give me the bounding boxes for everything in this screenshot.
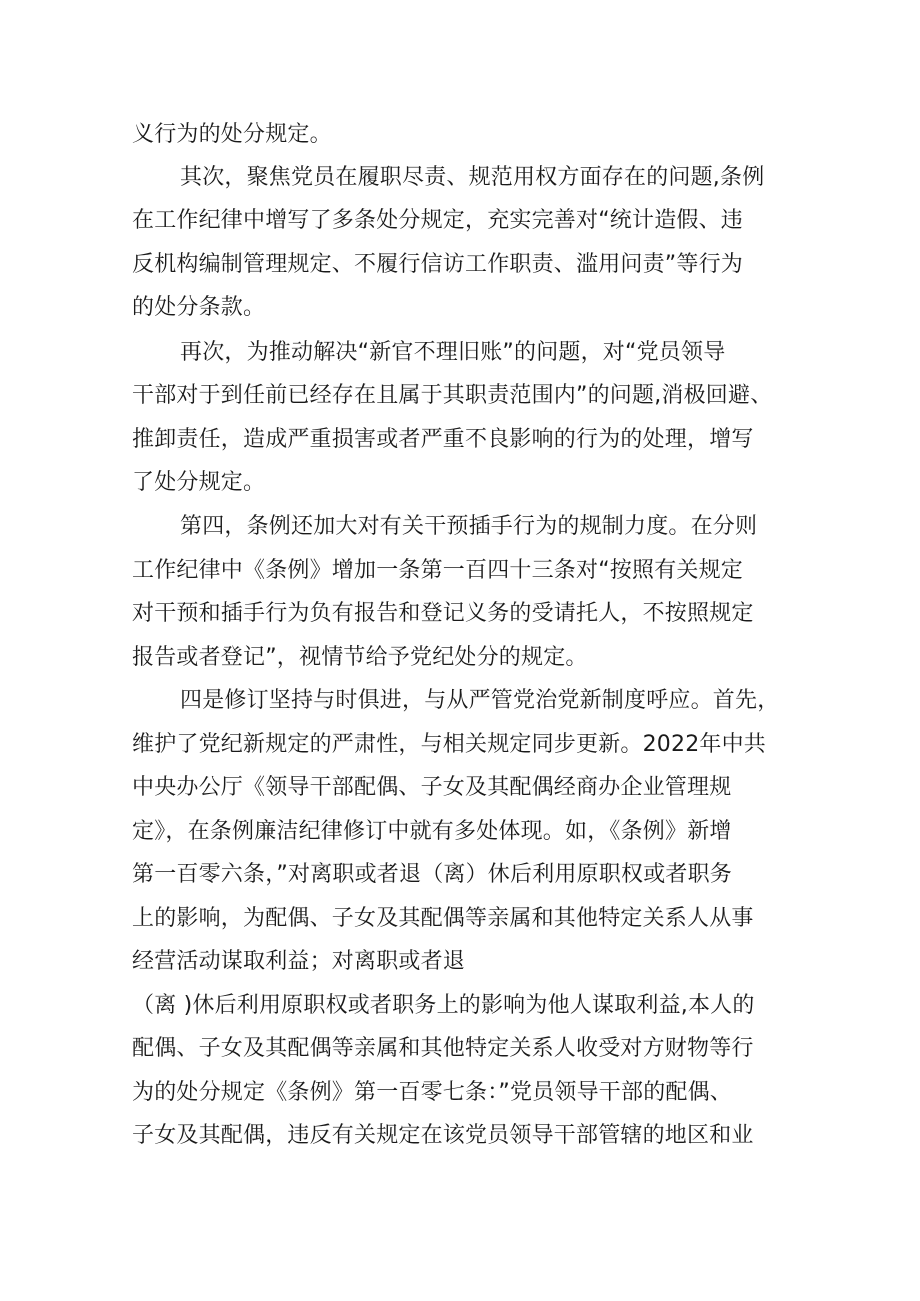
text-line-19: 上的影响，为配偶、子女及其配偶等亲属和其他特定关系人从事: [132, 906, 754, 931]
text-line-16: 中央办公厅《领导干部配偶、子女及其配偶经商办企业管理规: [132, 775, 732, 800]
text-line-20: 经营活动谋取利益；对离职或者退: [132, 949, 466, 974]
text-line-9: 了处分规定。: [132, 470, 266, 495]
text-line-5: 的处分条款。: [132, 295, 266, 320]
text-line-12: 对干预和插手行为负有报告和登记义务的受请托人，不按照规定: [132, 601, 754, 626]
text-line-3: 在工作纪律中增写了多条处分规定，充实完善对“统计造假、违: [132, 208, 743, 233]
text-line-17: 定》，在条例廉洁纪律修订中就有多处体现。如，《条例》新增: [132, 819, 732, 844]
text-line-22: 配偶、子女及其配偶等亲属和其他特定关系人收受对方财物等行: [132, 1036, 754, 1061]
text-line-23: 为的处分规定《条例》第一百零七条：”党员领导干部的配偶、: [132, 1080, 732, 1105]
text-line-7: 干部对于到任前已经存在且属于其职责范围内”的问题,消极回避、: [132, 383, 773, 408]
text-line-18: 第一百零六条，”对离职或者退（离）休后利用原职权或者职务: [132, 862, 732, 887]
text-line-10: 第四，条例还加大对有关干预插手行为的规制力度。在分则: [180, 514, 758, 539]
text-line-11: 工作纪律中《条例》增加一条第一百四十三条对“按照有关规定: [132, 558, 743, 583]
text-line-15: 维护了党纪新规定的严肃性，与相关规定同步更新。2022年中共: [132, 732, 766, 757]
text-line-6: 再次，为推动解决“新官不理旧账”的问题，对“党员领导: [180, 340, 726, 365]
text-line-13: 报告或者登记”，视情节给予党纪处分的规定。: [132, 645, 588, 670]
text-line-1: 义行为的处分规定。: [132, 122, 332, 147]
text-line-24: 子女及其配偶，违反有关规定在该党员领导干部管辖的地区和业: [132, 1123, 754, 1148]
text-line-2: 其次，聚焦党员在履职尽责、规范用权方面存在的问题,条例: [180, 165, 765, 190]
text-line-21: （离 )休后利用原职权或者职务上的影响为他人谋取利益,本人的: [132, 993, 755, 1018]
text-line-14: 四是修订坚持与时俱进，与从严管党治党新制度呼应。首先，: [180, 688, 780, 713]
text-line-8: 推卸责任，造成严重损害或者严重不良影响的行为的处理，增写: [132, 427, 754, 452]
text-line-4: 反机构编制管理规定、不履行信访工作职责、滥用问责”等行为: [132, 252, 743, 277]
